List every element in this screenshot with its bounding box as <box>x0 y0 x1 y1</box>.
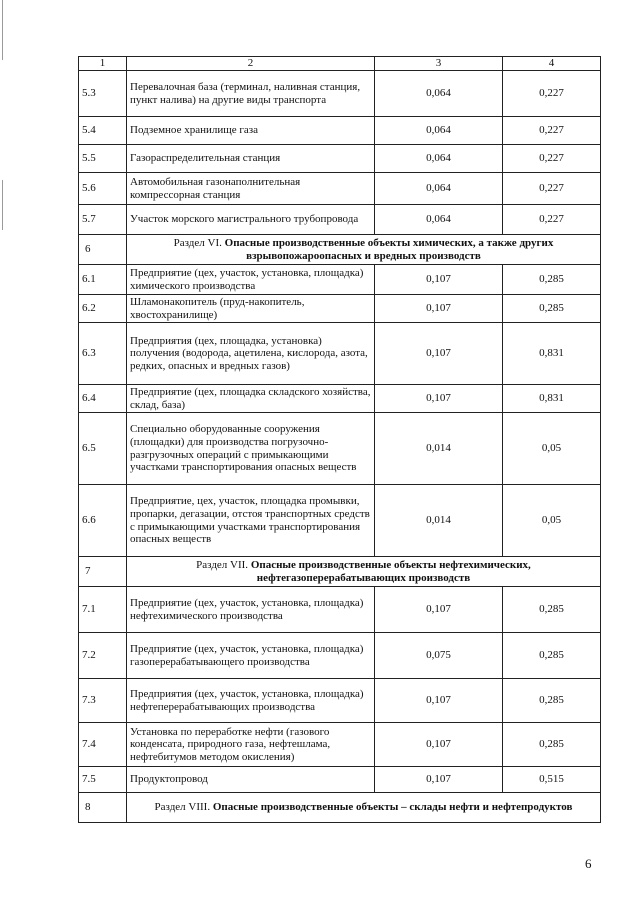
table-row <box>79 485 601 557</box>
value-col-4: 0,285 <box>503 295 601 323</box>
header-cell-4: 4 <box>503 57 601 71</box>
value-col-3: 0,064 <box>375 71 503 117</box>
object-name: Автомобильная газонаполнительная компрессорная станция <box>127 173 375 205</box>
table-row <box>79 323 601 385</box>
value-col-4: 0,285 <box>503 587 601 633</box>
section-title-cell <box>127 793 601 823</box>
row-number: 5.4 <box>79 117 127 145</box>
value-col-4: 0,05 <box>503 413 601 485</box>
value-col-3: 0,064 <box>375 117 503 145</box>
section-prefix: Раздел VI. <box>173 236 222 249</box>
object-name: Участок морского магистрального трубопровода <box>127 205 375 235</box>
value-col-3: 0,107 <box>375 723 503 767</box>
object-name: Газораспределительная станция <box>127 145 375 173</box>
section-prefix: Раздел VII. <box>196 558 249 571</box>
table-row <box>79 117 601 145</box>
table-row <box>79 587 601 633</box>
row-number: 5.6 <box>79 173 127 205</box>
row-number: 7.1 <box>79 587 127 633</box>
table-row <box>79 173 601 205</box>
section-title: Опасные производственные объекты – склады нефти и нефтепродуктов <box>212 801 573 814</box>
row-number: 6.2 <box>79 295 127 323</box>
table-row <box>79 679 601 723</box>
value-col-4: 0,285 <box>503 723 601 767</box>
section-number: 8 <box>79 793 127 823</box>
value-col-4: 0,285 <box>503 265 601 295</box>
value-col-4: 0,227 <box>503 205 601 235</box>
row-number: 7.4 <box>79 723 127 767</box>
value-col-4: 0,05 <box>503 485 601 557</box>
value-col-4: 0,227 <box>503 117 601 145</box>
object-name: Предприятие (цех, участок, установка, площадка) химического производства <box>127 265 375 295</box>
value-col-4: 0,515 <box>503 767 601 793</box>
value-col-3: 0,107 <box>375 679 503 723</box>
object-name: Предприятие (цех, участок, установка, площадка) нефтехимического производства <box>127 587 375 633</box>
table-row <box>79 767 601 793</box>
object-name: Предприятия (цех, площадка, установка) получения (водорода, ацетилена, кислорода, азота, редких, опасных и вредных газов) <box>127 323 375 385</box>
value-col-3: 0,107 <box>375 295 503 323</box>
table-row <box>79 265 601 295</box>
value-col-3: 0,075 <box>375 633 503 679</box>
object-name: Предприятие (цех, участок, установка, площадка) газоперерабатывающего производства <box>127 633 375 679</box>
value-col-4: 0,285 <box>503 679 601 723</box>
row-number: 5.3 <box>79 71 127 117</box>
section-title-cell <box>127 235 601 265</box>
table-row <box>79 633 601 679</box>
row-number: 5.5 <box>79 145 127 173</box>
left-margin-mark <box>2 0 3 60</box>
value-col-3: 0,107 <box>375 587 503 633</box>
row-number: 6.1 <box>79 265 127 295</box>
object-name: Предприятие (цех, площадка складского хозяйства, склад, база) <box>127 385 375 413</box>
object-name: Специально оборудованные сооружения (площадки) для производства погрузочно-разгрузочных операций с примыкающими участками транспортирования опасных веществ <box>127 413 375 485</box>
left-margin-mark <box>2 180 3 230</box>
table-row <box>79 295 601 323</box>
section-title: Опасные производственные объекты химических, а также других взрывопожароопасных и вредных производств <box>224 236 554 262</box>
table-row <box>79 385 601 413</box>
value-col-3: 0,064 <box>375 205 503 235</box>
section-row <box>79 793 601 823</box>
value-col-3: 0,064 <box>375 145 503 173</box>
value-col-4: 0,831 <box>503 385 601 413</box>
row-number: 7.5 <box>79 767 127 793</box>
row-number: 6.6 <box>79 485 127 557</box>
value-col-3: 0,107 <box>375 265 503 295</box>
table-row <box>79 145 601 173</box>
value-col-4: 0,831 <box>503 323 601 385</box>
object-name: Предприятия (цех, участок, установка, площадка) нефтеперерабатывающих производства <box>127 679 375 723</box>
section-row <box>79 235 601 265</box>
table-header-row <box>79 57 601 71</box>
value-col-3: 0,107 <box>375 323 503 385</box>
section-title: Опасные производственные объекты нефтехимических, нефтегазоперерабатывающих производств <box>250 558 531 584</box>
section-number: 6 <box>79 235 127 265</box>
object-name: Перевалочная база (терминал, наливная станция, пункт налива) на другие виды транспорта <box>127 71 375 117</box>
object-name: Предприятие, цех, участок, площадка промывки, пропарки, дегазации, отстоя транспортных средств с примыкающими участками транспортирования опасных веществ <box>127 485 375 557</box>
section-number: 7 <box>79 557 127 587</box>
section-prefix: Раздел VIII. <box>154 801 211 814</box>
tariff-table <box>78 56 601 823</box>
value-col-3: 0,107 <box>375 767 503 793</box>
table-row <box>79 723 601 767</box>
section-title-cell <box>127 557 601 587</box>
value-col-4: 0,285 <box>503 633 601 679</box>
value-col-4: 0,227 <box>503 71 601 117</box>
header-cell-2: 2 <box>127 57 375 71</box>
header-cell-3: 3 <box>375 57 503 71</box>
value-col-3: 0,014 <box>375 413 503 485</box>
row-number: 6.4 <box>79 385 127 413</box>
page-number: 6 <box>585 856 592 871</box>
object-name: Подземное хранилище газа <box>127 117 375 145</box>
value-col-3: 0,107 <box>375 385 503 413</box>
row-number: 6.3 <box>79 323 127 385</box>
row-number: 7.2 <box>79 633 127 679</box>
header-cell-1: 1 <box>79 57 127 71</box>
value-col-4: 0,227 <box>503 145 601 173</box>
table-body <box>79 57 601 823</box>
table-row <box>79 205 601 235</box>
row-number: 7.3 <box>79 679 127 723</box>
row-number: 6.5 <box>79 413 127 485</box>
value-col-3: 0,014 <box>375 485 503 557</box>
object-name: Продуктопровод <box>127 767 375 793</box>
value-col-3: 0,064 <box>375 173 503 205</box>
section-row <box>79 557 601 587</box>
object-name: Установка по переработке нефти (газового конденсата, природного газа, нефтешлама, нефтебитумов методом окисления) <box>127 723 375 767</box>
table-row <box>79 413 601 485</box>
row-number: 5.7 <box>79 205 127 235</box>
table-row <box>79 71 601 117</box>
object-name: Шламонакопитель (пруд-накопитель, хвостохранилище) <box>127 295 375 323</box>
value-col-4: 0,227 <box>503 173 601 205</box>
